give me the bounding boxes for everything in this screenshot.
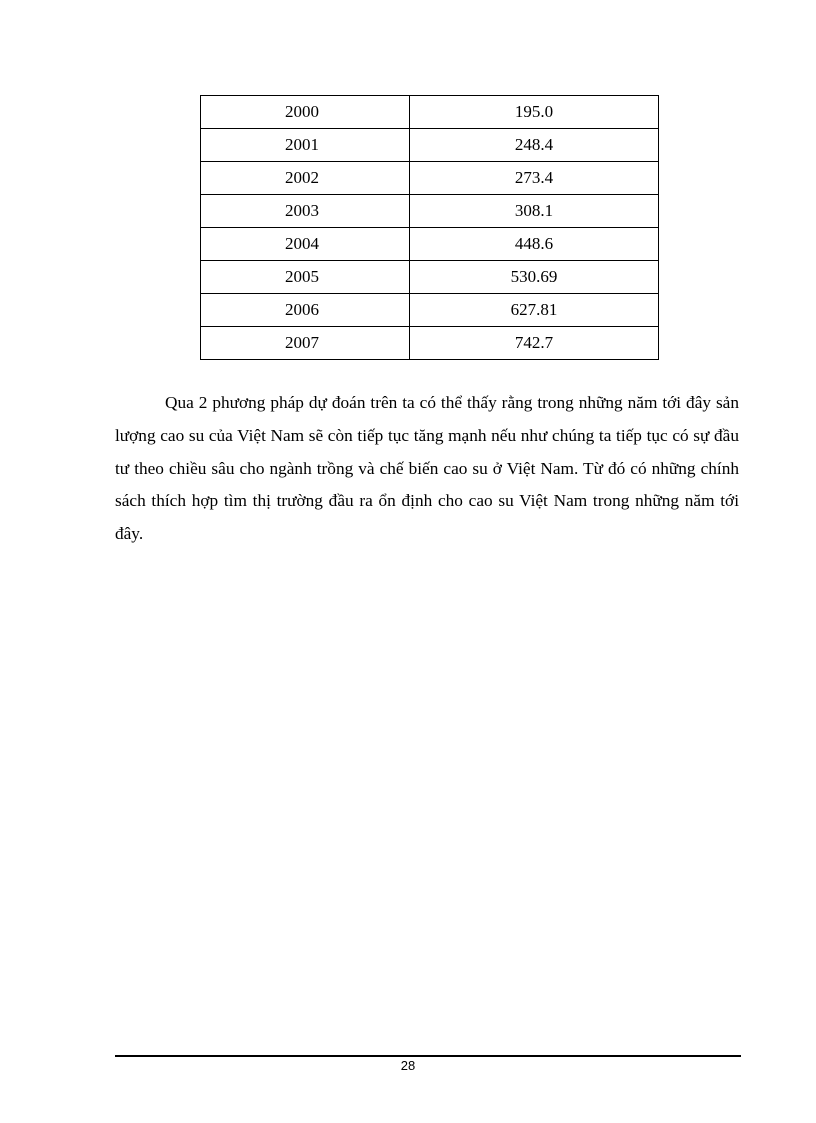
year-cell: 2003 (201, 195, 410, 228)
value-cell: 195.0 (410, 96, 659, 129)
value-cell: 248.4 (410, 129, 659, 162)
year-cell: 2000 (201, 96, 410, 129)
body-paragraph: Qua 2 phương pháp dự đoán trên ta có thể thấy rằng trong những năm tới đây sản lượng cao su của Việt Nam sẽ còn tiếp tục tăng mạnh nếu như chúng ta tiếp tục có sự đầu tư theo chiều sâu cho ngành trồng và chế biến cao su ở Việt Nam. Từ đó có những chính sách thích hợp tìm thị trường đầu ra ổn định cho cao su Việt Nam trong những năm tới đây. (115, 393, 739, 544)
value-cell: 448.6 (410, 228, 659, 261)
value-cell: 627.81 (410, 294, 659, 327)
table-row (201, 228, 659, 261)
year-cell: 2002 (201, 162, 410, 195)
table-row (201, 195, 659, 228)
value-cell: 273.4 (410, 162, 659, 195)
table-row (201, 294, 659, 327)
year-cell: 2007 (201, 327, 410, 360)
year-cell: 2006 (201, 294, 410, 327)
production-table (200, 95, 659, 360)
year-cell: 2005 (201, 261, 410, 294)
table-row (201, 96, 659, 129)
footer-divider (115, 1055, 741, 1057)
table-row (201, 327, 659, 360)
value-cell: 530.69 (410, 261, 659, 294)
value-cell: 742.7 (410, 327, 659, 360)
table-row (201, 129, 659, 162)
year-cell: 2004 (201, 228, 410, 261)
table-row (201, 162, 659, 195)
value-cell: 308.1 (410, 195, 659, 228)
table-row (201, 261, 659, 294)
year-cell: 2001 (201, 129, 410, 162)
page-number: 28 (400, 1058, 416, 1073)
